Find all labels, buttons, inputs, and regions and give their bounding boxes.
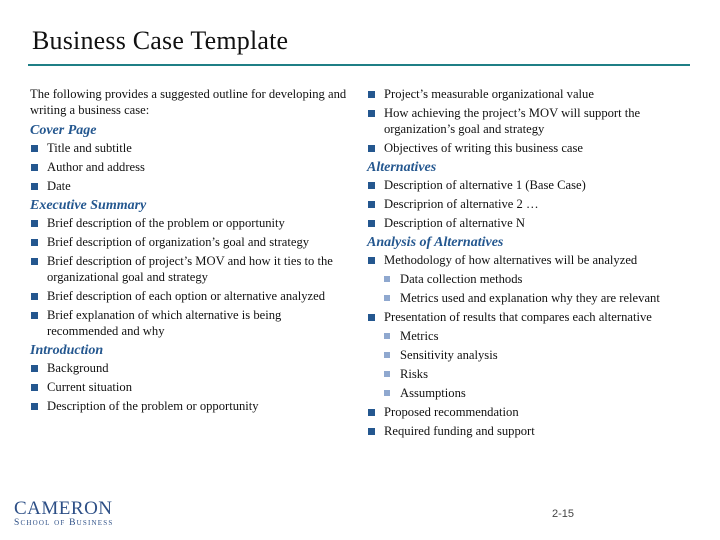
sub-list-item: Risks: [367, 366, 687, 382]
list-item: Brief explanation of which alternative is being recommended and why: [30, 307, 350, 339]
methodology-sublist: [367, 271, 687, 306]
page-number: 2-15: [552, 508, 575, 520]
heading-introduction: Introduction: [30, 343, 104, 358]
heading-alternatives: Alternatives: [367, 160, 437, 175]
list-item: Current situation: [30, 379, 350, 395]
list-item: Required funding and support: [367, 423, 687, 439]
introduction-list: [30, 360, 350, 414]
cover-page-list: [30, 140, 350, 194]
list-item: Description of alternative 1 (Base Case): [367, 177, 687, 193]
sub-list-item: Metrics: [367, 328, 687, 344]
list-item: How achieving the project’s MOV will support the organization’s goal and strategy: [367, 105, 687, 137]
executive-summary-list: [30, 215, 350, 339]
list-item: Date: [30, 178, 350, 194]
alternatives-list: [367, 177, 687, 231]
list-item: Brief description of organization’s goal and strategy: [30, 234, 350, 250]
list-item: Description of alternative N: [367, 215, 687, 231]
logo-sub-text: School of Business: [14, 518, 114, 528]
heading-executive-summary: Executive Summary: [30, 198, 147, 213]
list-item: Description of the problem or opportunity: [30, 398, 350, 414]
list-item: Title and subtitle: [30, 140, 350, 156]
presentation-sublist: [367, 328, 687, 401]
list-item: Presentation of results that compares each alternative: [367, 309, 687, 325]
list-item: Methodology of how alternatives will be analyzed: [367, 252, 687, 268]
list-item: Descriprion of alternative 2 …: [367, 196, 687, 212]
analysis-tail-list: [367, 404, 687, 439]
heading-analysis-of-alternatives: Analysis of Alternatives: [367, 235, 504, 250]
analysis-list-2: [367, 309, 687, 325]
list-item: Brief description of project’s MOV and how it ties to the organizational goal and strategy: [30, 253, 350, 285]
list-item: Project’s measurable organizational value: [367, 86, 687, 102]
cameron-logo: [14, 500, 113, 529]
slide-title: Business Case Template: [32, 26, 289, 55]
sub-list-item: Data collection methods: [367, 271, 687, 287]
left-column: [30, 86, 350, 417]
sub-list-item: Assumptions: [367, 385, 687, 401]
sub-list-item: Sensitivity analysis: [367, 347, 687, 363]
list-item: Brief description of the problem or opportunity: [30, 215, 350, 231]
list-item: Objectives of writing this business case: [367, 140, 687, 156]
title-divider: [28, 64, 690, 66]
heading-cover-page: Cover Page: [30, 123, 97, 138]
list-item: Brief description of each option or alternative analyzed: [30, 288, 350, 304]
introduction-continued-list: [367, 86, 687, 156]
list-item: Author and address: [30, 159, 350, 175]
analysis-list: [367, 252, 687, 268]
list-item: Background: [30, 360, 350, 376]
intro-text: The following provides a suggested outline for developing and writing a business case:: [30, 87, 347, 117]
right-column: [367, 86, 687, 442]
list-item: Proposed recommendation: [367, 404, 687, 420]
logo-main-text: CAMERON: [14, 498, 113, 519]
sub-list-item: Metrics used and explanation why they are relevant: [367, 290, 687, 306]
